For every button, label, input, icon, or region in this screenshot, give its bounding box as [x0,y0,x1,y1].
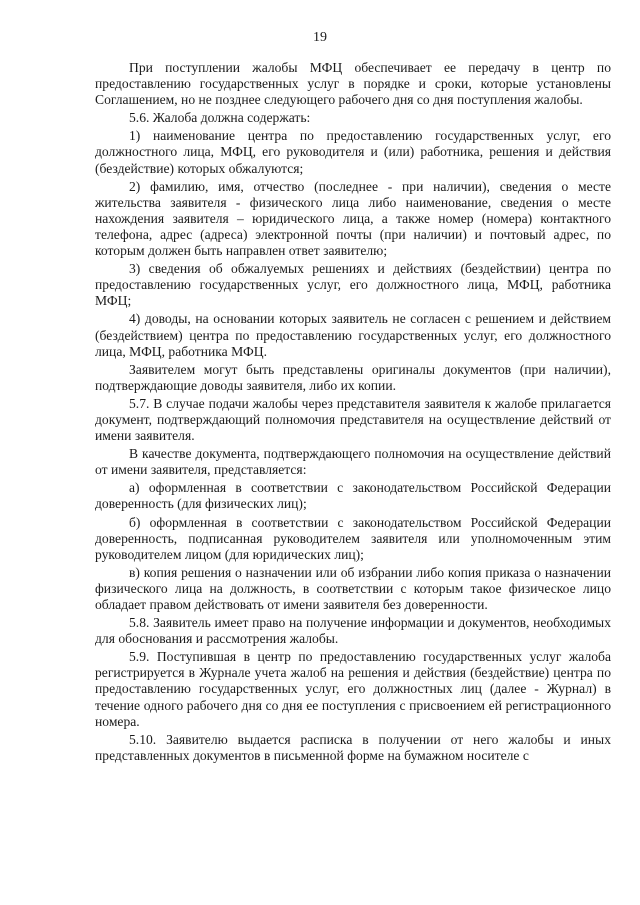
paragraph-originals: Заявителем могут быть представлены оригиналы документов (при наличии), подтверждающие доводы заявителя, либо их копии. [95,361,611,393]
paragraph-5-8: 5.8. Заявитель имеет право на получение информации и документов, необходимых для обоснования и рассмотрения жалобы. [95,615,611,647]
paragraph-intro: При поступлении жалобы МФЦ обеспечивает ее передачу в центр по предоставлению государственных услуг в порядке и сроки, которые установлены Соглашением, но не позднее следующего рабочего дня со дня поступления жалобы. [95,60,611,108]
paragraph-authority-docs: В качестве документа, подтверждающего полномочия на осуществление действий от имени заявителя, представляется: [95,446,611,478]
list-item-5-6-2: 2) фамилию, имя, отчество (последнее - при наличии), сведения о месте жительства заявителя - физического лица либо наименование, сведения о месте нахождения заявителя – юридического лица, а также номер (номера) контактного телефона, адрес (адреса) электронной почты (при наличии) и почтовый адрес, по которым должен быть направлен ответ заявителю; [95,178,611,259]
paragraph-5-7: 5.7. В случае подачи жалобы через представителя заявителя к жалобе прилагается документ, подтверждающий полномочия представителя на осуществление действий от имени заявителя. [95,395,611,444]
list-item-5-6-4: 4) доводы, на основании которых заявитель не согласен с решением и действием (бездействием) центра по предоставлению государственных услуг, его должностного лица, МФЦ, работника МФЦ. [95,311,611,359]
list-item-5-6-3: 3) сведения об обжалуемых решениях и действиях (бездействии) центра по предоставлению государственных услуг, его должностного лица, МФЦ, работника МФЦ; [95,261,611,309]
list-item-a: а) оформленная в соответствии с законодательством Российской Федерации доверенность (для физических лиц); [95,480,611,512]
paragraph-5-6: 5.6. Жалоба должна содержать: [129,110,311,126]
paragraph-5-10: 5.10. Заявителю выдается расписка в получении от него жалобы и иных представленных документов в письменной форме на бумажном носителе с [95,731,611,763]
list-item-5-6-1: 1) наименование центра по предоставлению государственных услуг, его должностного лица, МФЦ, его руководителя и (или) работника, решения и действия (бездействие) которых обжалуются; [95,128,611,176]
list-item-v: в) копия решения о назначении или об избрании либо копия приказа о назначении физического лица на должность, в соответствии с которым такое физическое лицо обладает правом действовать от имени заявителя без доверенности. [95,564,611,612]
page-number: 19 [313,30,327,45]
document-body [95,60,611,766]
list-item-b: б) оформленная в соответствии с законодательством Российской Федерации доверенность, подписанная руководителем заявителя или уполномоченным этим руководителем лицом (для юридических лиц); [95,514,611,562]
paragraph-5-9: 5.9. Поступившая в центр по предоставлению государственных услуг жалоба регистрируется в Журнале учета жалоб на решения и действия (бездействие) центра по предоставлению государственных услуг, его должностных лиц (далее - Журнал) в течение одного рабочего дня со дня ее поступления с присвоением ей регистрационного номера. [95,649,611,729]
